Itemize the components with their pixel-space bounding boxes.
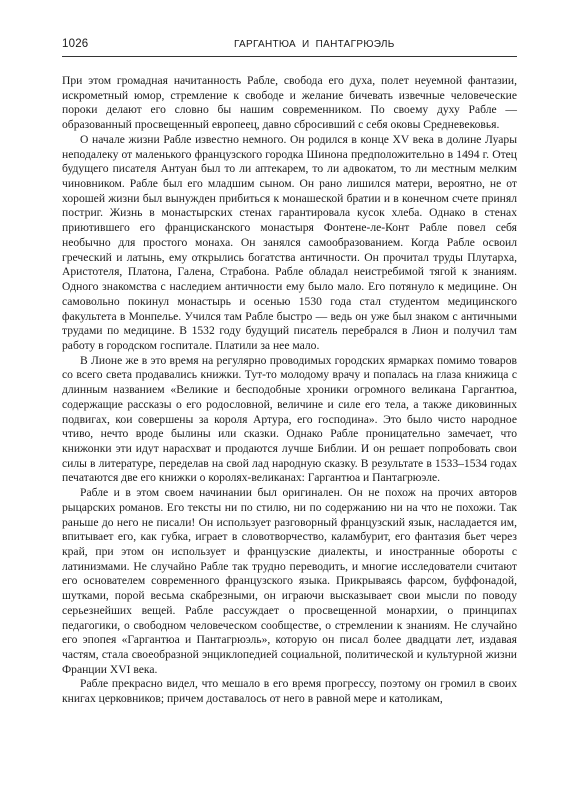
paragraph-1: При этом громадная начитанность Рабле, свобода его духа, полет неуемной фантазии, искрометный юмор, стремление к свободе и желание бичевать извечные человеческие пороки делают его словно бы нашим современником. По своему духу Рабле — образованный просвещенный европеец, давно сбросивший с себя оковы Средневековья.	[62, 74, 517, 132]
paragraph-4: Рабле и в этом своем начинании был оригинален. Он не похож на прочих авторов рыцарских романов. Его тексты ни по стилю, ни по содержанию ни на что не похожи. Так раньше до него не писали! Он использует разговорный французский язык, насладается им, впитывает его, как губка, играет в словотворчество, каламбурит, его фантазия бьет через край, при этом он использует и французские диалекты, и иностранные обороты с латинизмами. Не случайно Рабле так трудно переводить, и многие исследователи считают его основателем современного французского языка. Прикрываясь фарсом, буффонадой, шутками, порой весьма скабрезными, он играючи высказывает свои мысли по поводу серьезнейших вещей. Рабле рассуждает о просвещенной монархии, о принципах педагогики, о свободном человеческом сообществе, о стремлении к знаниям. Не случайно его эпопея «Гаргантюа и Пантагрюэль», которую он писал более двадцати лет, издавая частям, стала своеобразной энциклопедией социальной, политической и культурной жизни Франции XVI века.	[62, 486, 517, 676]
page-header	[62, 36, 517, 54]
body-text	[62, 74, 517, 707]
paragraph-5: Рабле прекрасно видел, что мешало в его время прогрессу, поэтому он громил в своих книгах церковников; причем доставалось от него в равной мере и католикам,	[62, 677, 517, 706]
running-title: ГАРГАНТЮА И ПАНТАГРЮЭЛЬ	[234, 39, 395, 50]
paragraph-3: В Лионе же в это время на регулярно проводимых городских ярмарках помимо товаров со всего света продавались книжки. Тут-то молодому врачу и попалась на глаза книжица с длинным названием «Великие и бесподобные хроники огромного великана Гаргантюа, содержащие рассказы о его родословной, величине и силе его тела, а также диковинных подвигах, кои совершены за короля Артура, его господина». Это было чисто народное чтиво, нечто вроде былины или сказки. Однако Рабле проницательно замечает, что книжонки эти идут нарасхват и продаются лучше Библии. И он решает попробовать свои силы в литературе, переделав на свой лад народную сказку. В результате в 1533–1534 годах печатаются две его книжки о королях-великанах: Гаргантюа и Пантагрюэле.	[62, 353, 517, 485]
paragraph-2: О начале жизни Рабле известно немного. Он родился в конце XV века в долине Луары неподалеку от маленького французского городка Шинона предположительно в 1494 г. Отец будущего писателя Антуан был то ли аптекарем, то ли адвокатом, то ли местным мелким чиновником. Рабле был его младшим сыном. Он рано лишился матери, вероятно, не от хорошей жизни был вынужден прибиться к монашеской братии и в конечном счете принял постриг. Жизнь в монастырских стенах гарантировала кусок хлеба. Однако в стенах приютившего его францисканского монастыря Фонтене-ле-Конт Рабле повел себя необычно для простого монаха. Он занялся самообразованием. Когда Рабле освоил греческий и латынь, ему открылись богатства античности. Он прочитал труды Плутарха, Аристотеля, Платона, Галена, Страбона. Рабле обладал неистребимой тягой к знаниям. Одного знакомства с наследием античности ему было мало. Его потянуло к медицине. Он самовольно покинул монастырь и осенью 1530 года стал студентом медицинского факультета в Монпелье. Учился там Рабле быстро — ведь он уже был знаком с античными трудами по медицине. В 1532 году будущий писатель перебрался в Лион и получил там работу в городском госпитале. Платили за нее мало.	[62, 132, 517, 352]
header-rule	[62, 56, 517, 57]
page-number: 1026	[62, 38, 89, 50]
